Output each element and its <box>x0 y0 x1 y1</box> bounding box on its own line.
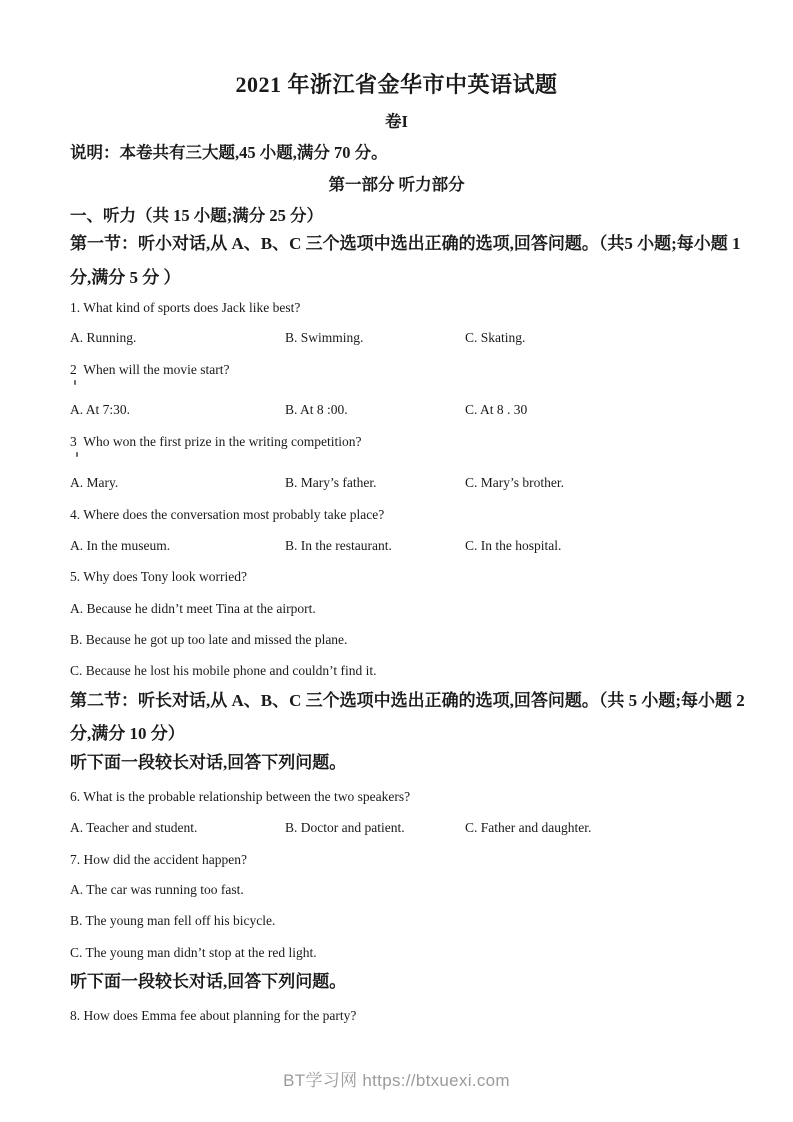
section2-intro-line2: 分,满分 10 分） <box>70 724 185 743</box>
dialog2-heading: 听下面一段较长对话,回答下列问题。 <box>70 972 347 991</box>
question-2-option-c: C. At 8 . 30 <box>465 402 528 417</box>
scan-artifact-dot <box>74 380 76 385</box>
question-2-option-b: B. At 8 :00. <box>285 402 348 417</box>
question-4-options-row <box>70 537 755 555</box>
question-8-text: 8. How does Emma fee about planning for the party? <box>70 1008 357 1023</box>
question-3-text: 3 Who won the first prize in the writing competition? <box>70 434 362 449</box>
section2-intro-line1: 第二节：听长对话,从 A、B、C 三个选项中选出正确的选项,回答问题。（共 5 小题;每小题 2 <box>70 691 745 710</box>
question-6-option-b: B. Doctor and patient. <box>285 820 405 835</box>
question-6-text: 6. What is the probable relationship between the two speakers? <box>70 789 411 804</box>
question-1-option-c: C. Skating. <box>465 330 526 345</box>
question-7-option-b: B. The young man fell off his bicycle. <box>70 913 276 928</box>
exam-note: 说明：本卷共有三大题,45 小题,满分 70 分。 <box>70 143 388 162</box>
question-3-options-row <box>70 474 755 492</box>
question-1-text: 1. What kind of sports does Jack like best? <box>70 300 301 315</box>
question-2-option-a: A. At 7:30. <box>70 402 131 417</box>
question-1-option-a: A. Running. <box>70 330 137 345</box>
question-3-option-c: C. Mary’s brother. <box>465 475 564 490</box>
question-5-text: 5. Why does Tony look worried? <box>70 569 248 584</box>
question-6-option-c: C. Father and daughter. <box>465 820 592 835</box>
question-4-option-a: A. In the museum. <box>70 538 171 553</box>
question-1-option-b: B. Swimming. <box>285 330 364 345</box>
question-5-option-c: C. Because he lost his mobile phone and couldn’t find it. <box>70 663 377 678</box>
exam-title: 2021 年浙江省金华市中英语试题 <box>235 72 558 97</box>
scan-artifact-dot <box>76 452 78 457</box>
question-3-option-a: A. Mary. <box>70 475 119 490</box>
question-1-options-row <box>70 329 755 347</box>
volume-label: 卷I <box>385 112 408 131</box>
question-7-option-c: C. The young man didn’t stop at the red light. <box>70 945 317 960</box>
question-2-text: 2 When will the movie start? <box>70 362 230 377</box>
question-5-option-a: A. Because he didn’t meet Tina at the airport. <box>70 601 316 616</box>
question-7-text: 7. How did the accident happen? <box>70 852 247 867</box>
question-6-option-a: A. Teacher and student. <box>70 820 198 835</box>
question-5-option-b: B. Because he got up too late and missed the plane. <box>70 632 348 647</box>
question-7-option-a: A. The car was running too fast. <box>70 882 244 897</box>
question-3-option-b: B. Mary’s father. <box>285 475 377 490</box>
watermark-footer: BT学习网 https://btxuexi.com <box>283 1071 510 1090</box>
question-6-options-row <box>70 819 755 837</box>
question-4-text: 4. Where does the conversation most probably take place? <box>70 507 385 522</box>
question-4-option-b: B. In the restaurant. <box>285 538 392 553</box>
question-2-options-row <box>70 401 755 419</box>
listening-section-heading: 一、听力（共 15 小题;满分 25 分） <box>70 206 323 225</box>
section1-intro-line2: 分,满分 5 分 ） <box>70 268 181 287</box>
section1-intro-line1: 第一节：听小对话,从 A、B、C 三个选项中选出正确的选项,回答问题。（共5 小题;每小题 1 <box>70 234 741 253</box>
question-4-option-c: C. In the hospital. <box>465 538 562 553</box>
part1-heading: 第一部分 听力部分 <box>328 175 465 194</box>
dialog1-heading: 听下面一段较长对话,回答下列问题。 <box>70 753 347 772</box>
